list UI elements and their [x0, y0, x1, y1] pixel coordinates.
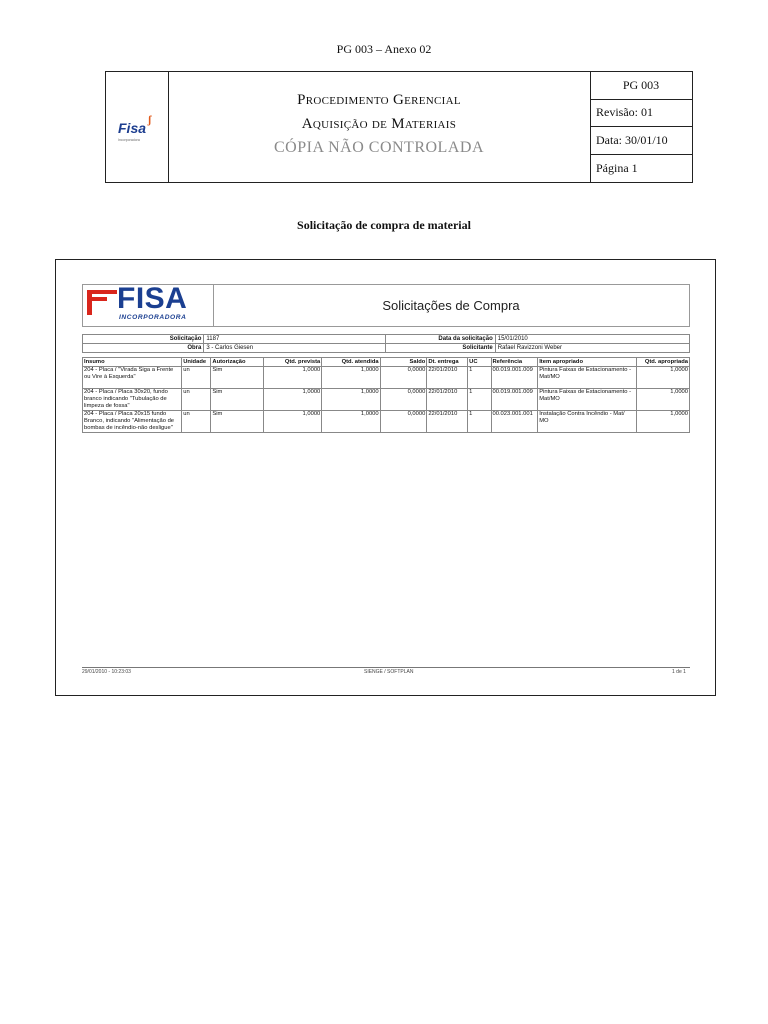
cell-dt-entrega: 22/01/2010 — [427, 411, 468, 433]
col-autorizacao: Autorização — [211, 358, 264, 367]
request-info — [82, 334, 690, 353]
report-footer-page: 1 de 1 — [672, 669, 686, 675]
solicitacao-value: 1187 — [204, 335, 386, 344]
flame-icon: ʃ — [148, 114, 152, 126]
cell-qtd-atendida: 1,0000 — [322, 367, 380, 389]
meta-revision: Revisão: 01 — [590, 100, 692, 128]
obra-label: Obra — [83, 344, 204, 353]
section-title: Solicitação de compra de material — [297, 218, 471, 232]
cell-uc: 1 — [468, 389, 491, 411]
cell-referencia: 00.019.001.009 — [491, 367, 538, 389]
col-uc: UC — [468, 358, 491, 367]
items-table — [82, 357, 690, 433]
col-insumo: Insumo — [83, 358, 182, 367]
solicitante-value: Rafael Ravizzoni Weber — [495, 344, 689, 353]
table-row — [83, 389, 690, 411]
report-footer-software: SIENGE / SOFTPLAN — [364, 669, 414, 675]
col-referencia: Referência — [491, 358, 538, 367]
cell-insumo: 204 - Placa / Placa 20x15 fundo Branco, indicando "Alimentação de bombas de incêndio-não desligue" — [83, 411, 182, 433]
report-fisa-logo — [83, 282, 214, 326]
table-header-row — [83, 358, 690, 367]
table-row — [83, 411, 690, 433]
cell-unidade: un — [182, 411, 211, 433]
col-unidade: Unidade — [182, 358, 211, 367]
cell-item-apropriado: Pintura Faixas de Estacionamento - Mat/MO — [538, 367, 637, 389]
report-logo-sub: INCORPORADORA — [119, 314, 187, 321]
cell-autorizacao: Sim — [211, 367, 264, 389]
cell-qtd-prevista: 1,0000 — [263, 367, 321, 389]
col-dt-entrega: Dt. entrega — [427, 358, 468, 367]
col-qtd-atendida: Qtd. atendida — [322, 358, 380, 367]
fisa-logo-tag: Incorporadora — [118, 138, 140, 142]
logo-f-bar-mid — [87, 297, 107, 301]
report-footer-timestamp: 29/01/2010 - 10:23:03 — [82, 669, 131, 675]
report-logo-word: FISA — [117, 282, 188, 315]
meta-code: PG 003 — [590, 72, 692, 100]
cell-autorizacao: Sim — [211, 389, 264, 411]
header-title-cell — [168, 72, 591, 182]
header-meta-cell — [590, 72, 692, 182]
meta-page: Página 1 — [596, 160, 638, 175]
cell-unidade: un — [182, 367, 211, 389]
cell-insumo: 204 - Placa / "Virada Siga a Frente ou Vire à Esquerda" — [83, 367, 182, 389]
solicitante-label: Solicitante — [386, 344, 495, 353]
cell-saldo: 0,0000 — [380, 367, 427, 389]
report-title: Solicitações de Compra — [382, 298, 520, 313]
data-solicitacao-value: 15/01/2010 — [495, 335, 689, 344]
cell-referencia: 00.023.001.001 — [491, 411, 538, 433]
col-item-apropriado: Item apropriado — [538, 358, 637, 367]
col-qtd-prevista: Qtd. prevista — [263, 358, 321, 367]
cell-uc: 1 — [468, 367, 491, 389]
data-solicitacao-label: Data da solicitação — [386, 335, 495, 344]
procedure-subtitle: Aquisição de Materiais — [301, 116, 457, 132]
cell-insumo: 204 - Placa / Placa 30x20, fundo branco indicando "Tubulação de limpeza de fossa" — [83, 389, 182, 411]
cell-dt-entrega: 22/01/2010 — [427, 367, 468, 389]
cell-unidade: un — [182, 389, 211, 411]
cell-qtd-atendida: 1,0000 — [322, 389, 380, 411]
cell-autorizacao: Sim — [211, 411, 264, 433]
report-screenshot-frame — [55, 259, 716, 696]
col-saldo: Saldo — [380, 358, 427, 367]
cell-qtd-atendida: 1,0000 — [322, 411, 380, 433]
cell-qtd-apropriada: 1,0000 — [637, 411, 690, 433]
solicitacao-label: Solicitação — [83, 335, 204, 344]
report-header — [82, 284, 690, 327]
cell-saldo: 0,0000 — [380, 389, 427, 411]
logo-f-bar-top — [87, 290, 117, 294]
cell-uc: 1 — [468, 411, 491, 433]
cell-qtd-apropriada: 1,0000 — [637, 389, 690, 411]
report-footer-divider — [82, 667, 690, 668]
fisa-logo — [118, 114, 160, 148]
fisa-logo-word: Fisa — [118, 120, 147, 136]
cell-qtd-prevista: 1,0000 — [263, 389, 321, 411]
cell-qtd-prevista: 1,0000 — [263, 411, 321, 433]
cell-saldo: 0,0000 — [380, 411, 427, 433]
meta-date: Data: 30/01/10 — [590, 127, 692, 155]
obra-value: 3 - Carlos Giesen — [204, 344, 386, 353]
cell-referencia: 00.019.001.009 — [491, 389, 538, 411]
uncontrolled-copy-label: CÓPIA NÃO CONTROLADA — [273, 139, 484, 156]
cell-qtd-apropriada: 1,0000 — [637, 367, 690, 389]
cell-item-apropriado: Instalação Contra Incêndio - Mat/ MO — [538, 411, 637, 433]
procedure-title: Procedimento Gerencial — [297, 92, 461, 108]
cell-item-apropriado: Pintura Faixas de Estacionamento - Mat/MO — [538, 389, 637, 411]
table-row — [83, 367, 690, 389]
document-header — [105, 71, 693, 183]
cell-dt-entrega: 22/01/2010 — [427, 389, 468, 411]
col-qtd-apropriada: Qtd. apropriada — [637, 358, 690, 367]
document-code: PG 003 – Anexo 02 — [336, 42, 432, 56]
header-logo-cell — [106, 72, 169, 182]
